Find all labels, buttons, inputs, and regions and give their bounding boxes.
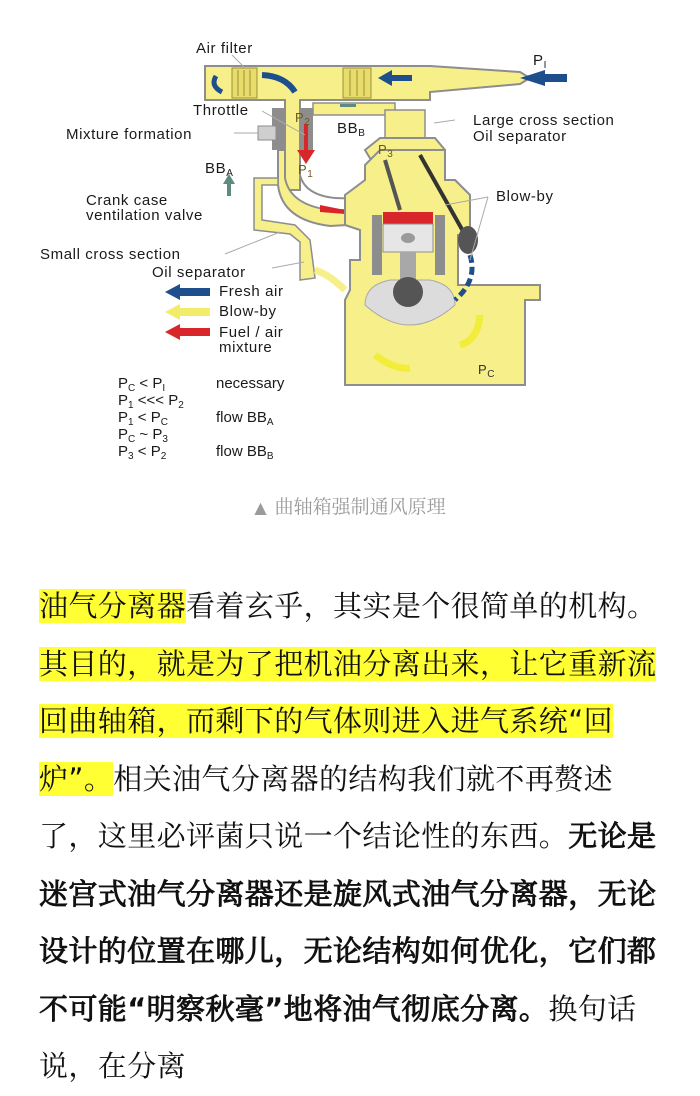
text-segment: 相关油气分离器的结构我们就不再赘述了，这里必评菌只说一个结论性的东西。 — [39, 761, 614, 853]
triangle-up-icon: ▲ — [254, 498, 267, 517]
article-paragraph — [39, 578, 669, 1096]
label-air-filter: Air filter — [196, 40, 253, 57]
figure-caption — [0, 492, 700, 519]
label-pc: $P_C$ — [478, 362, 496, 380]
bold-segment: 无论是迷宫式油气分离器还是旋风式油气分离器，无论设计的位置在哪儿，无论结构如何优化，它们都不可能“明察秋毫”地将油气彻底分离。 — [39, 819, 657, 1026]
label-p-i: $P_I$ — [533, 52, 547, 71]
legend-fuel-air-2: mixture — [219, 339, 273, 356]
label-crank-case-2: ventilation valve — [86, 207, 203, 224]
text-segment: 看着玄乎，其实是个很简单的机构。 — [186, 589, 657, 623]
legend-fresh-air-arrow — [165, 284, 210, 300]
label-large-oil-separator: Oil separator — [473, 128, 567, 145]
legend-fresh-air: Fresh air — [219, 283, 284, 300]
highlight-segment: 油气分离器 — [39, 589, 187, 623]
equation-row: $P_3 < P_2$ — [118, 443, 167, 462]
label-mixture-formation: Mixture formation — [66, 126, 193, 143]
legend-blow-by: Blow-by — [219, 303, 277, 320]
equation-row: $P_1 < P_C$ — [118, 409, 168, 428]
legend-blow-by-arrow — [165, 304, 210, 320]
label-p1: $P_1$ — [298, 162, 314, 180]
label-bb-a: $BB_A$ — [205, 160, 234, 179]
label-blow-by: Blow-by — [496, 188, 554, 205]
equation-row: $P_C$ ~ $P_3$ — [118, 426, 168, 445]
equation-note: flow $BB_A$ — [216, 409, 274, 428]
label-small-oil-separator: Oil separator — [152, 264, 246, 281]
crankcase-ventilation-diagram — [0, 0, 700, 480]
label-p2: $P_2$ — [295, 110, 311, 128]
label-throttle: Throttle — [193, 102, 249, 119]
highlight-segment: 其目的，就是为了把机油分离出来，让它重新流回曲轴箱，而剩下的气体则进入进气系统“回炉”。 — [39, 646, 657, 796]
label-crank-case-1: Crank case — [86, 192, 168, 209]
label-small-cross-section: Small cross section — [40, 246, 181, 263]
text-segment: 换句话说，在分离 — [39, 991, 637, 1083]
legend-fuel-air-arrow — [165, 324, 210, 340]
equation-row: $P_1$ <<< $P_2$ — [118, 392, 184, 411]
equation-row: $P_C < P_I$ — [118, 375, 166, 394]
label-large-cross-section: Large cross section — [473, 112, 615, 129]
equation-note: flow $BB_B$ — [216, 443, 274, 462]
engine-schematic — [0, 0, 700, 480]
label-bb-b: $BB_B$ — [337, 120, 366, 139]
label-p3: $P_3$ — [378, 142, 394, 160]
legend-fuel-air: Fuel / air — [219, 324, 284, 341]
caption-text: 曲轴箱强制通风原理 — [274, 496, 446, 518]
equation-note: necessary — [216, 375, 285, 392]
